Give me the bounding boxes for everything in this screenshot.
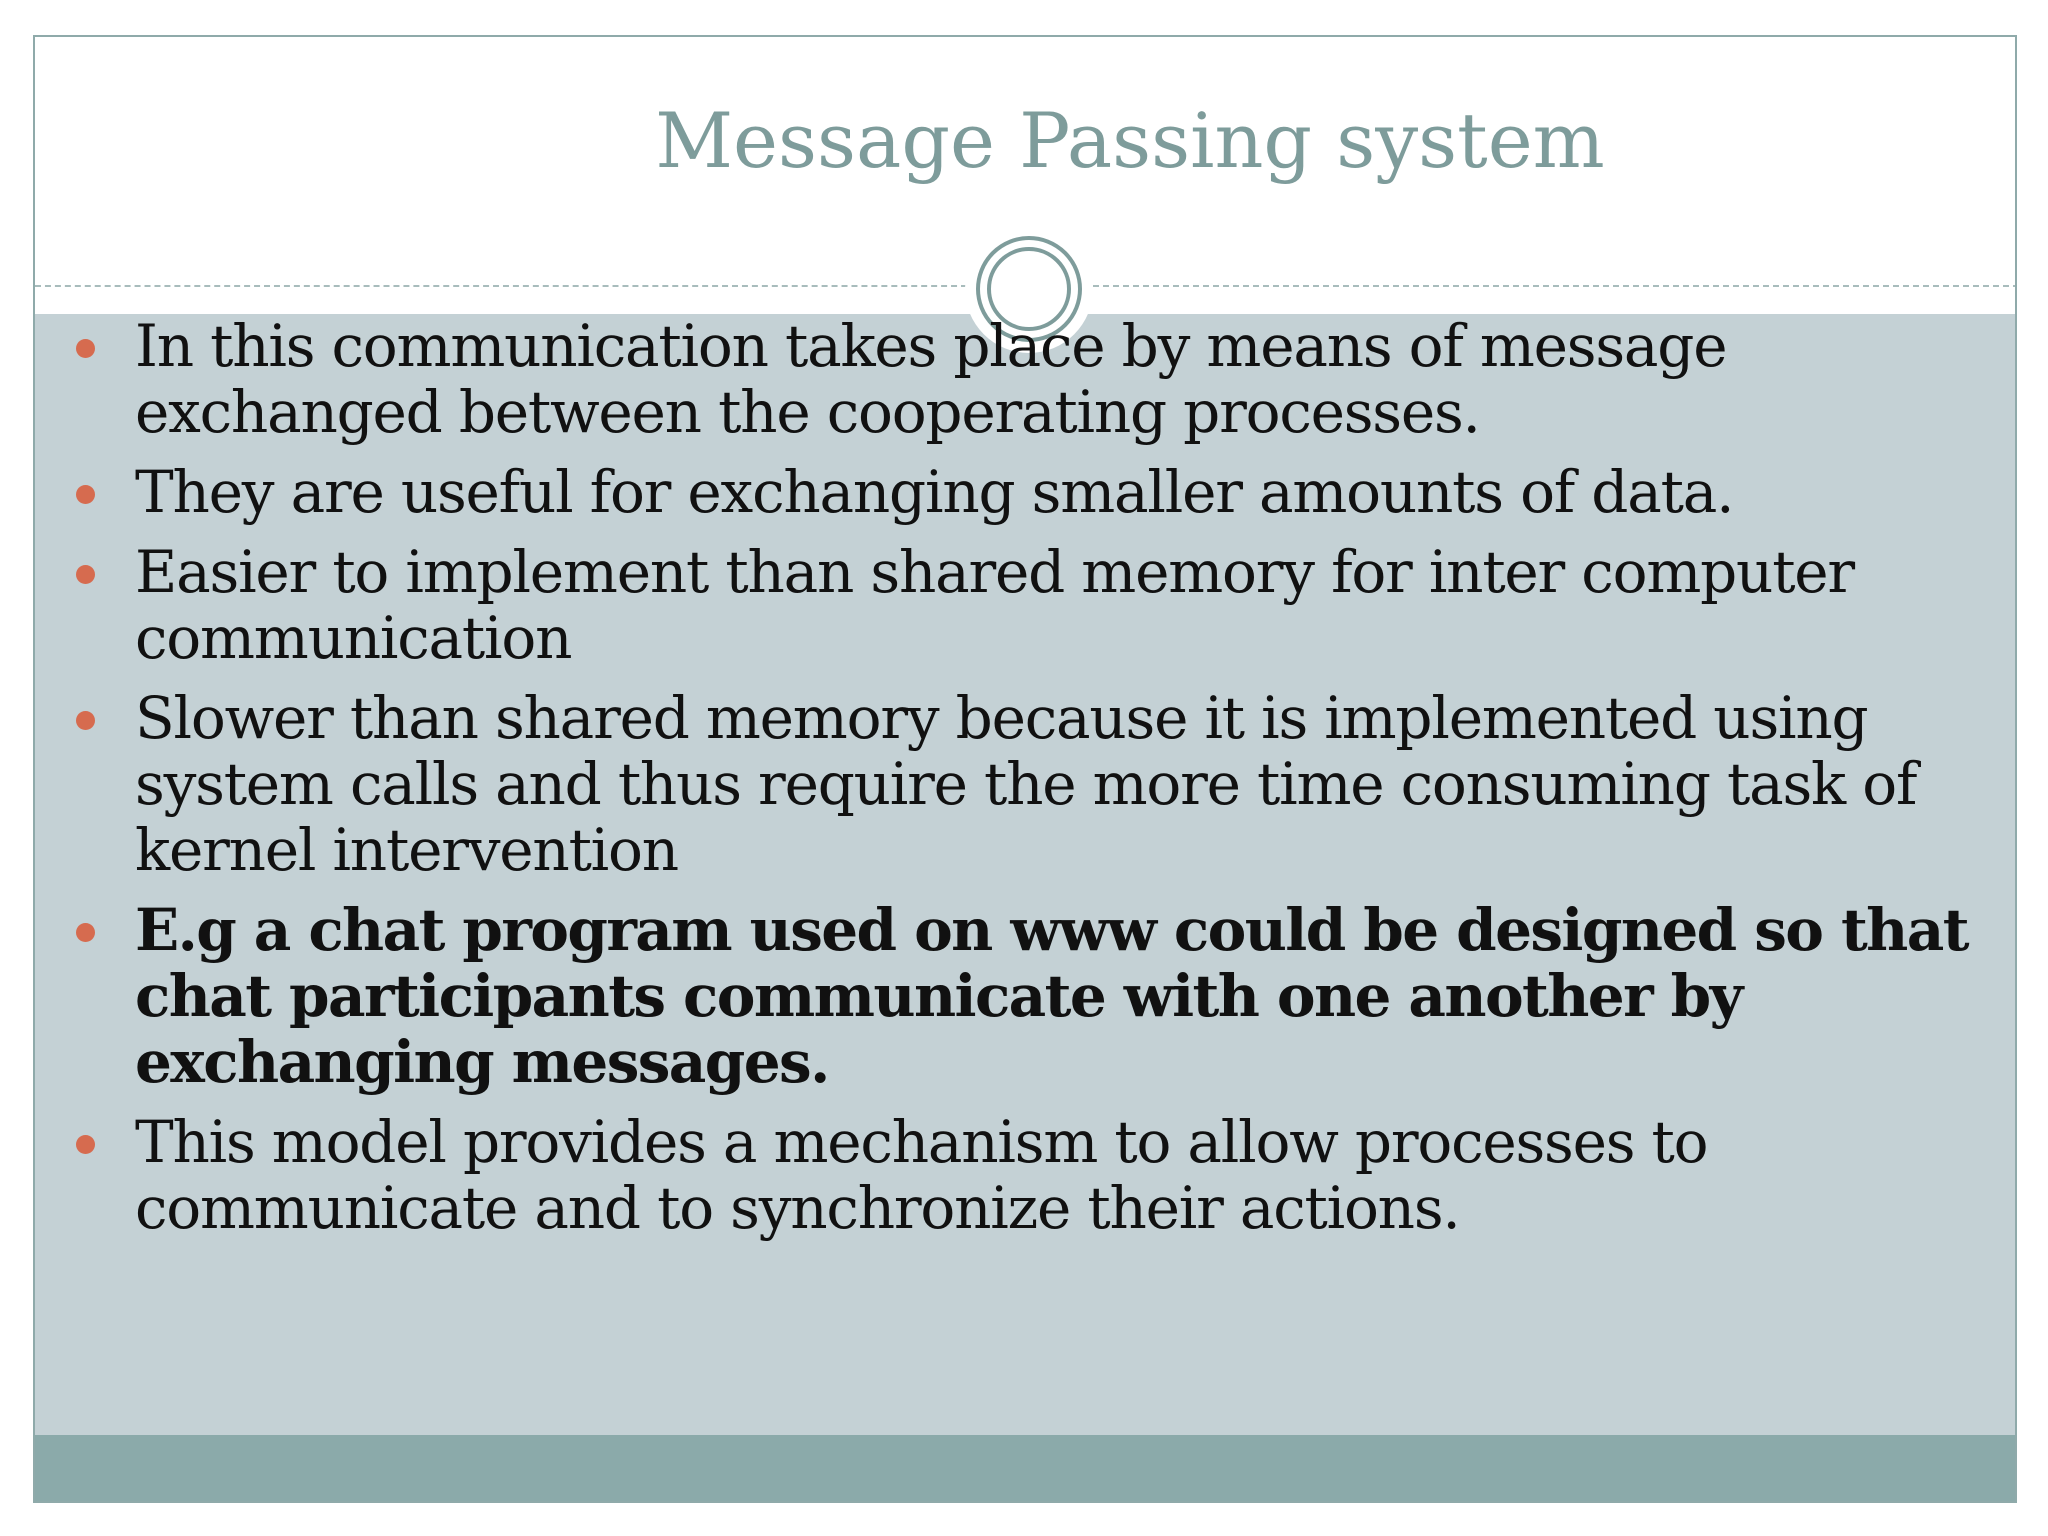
bullet-dot-icon — [76, 339, 95, 358]
bullet-text: Easier to implement than shared memory for inter computer communication — [135, 538, 1854, 672]
bullet-dot-icon — [76, 485, 95, 504]
bullet-dot-icon — [76, 1135, 95, 1154]
bullet-list — [35, 313, 2017, 1255]
bullet-item — [35, 685, 2017, 883]
bullet-dot-icon — [76, 923, 95, 942]
bullet-text: In this communication takes place by means of message exchanged between the cooperating processes. — [135, 312, 1727, 446]
bullet-text: E.g a chat program used on www could be designed so that chat participants communicate with one another by exchanging messages. — [135, 896, 1968, 1096]
bullet-item-emphasized — [35, 897, 2017, 1095]
bullet-text: Slower than shared memory because it is implemented using system calls and thus require the more time consuming task of kernel intervention — [135, 684, 1917, 884]
bullet-text: They are useful for exchanging smaller amounts of data. — [135, 458, 1734, 526]
slide-title: Message Passing system — [655, 96, 1605, 185]
bullet-item — [35, 459, 2017, 525]
title-divider-right — [1093, 285, 2017, 287]
bullet-dot-icon — [76, 711, 95, 730]
bullet-dot-icon — [76, 565, 95, 584]
bullet-item — [35, 313, 2017, 445]
slide — [33, 35, 2017, 1503]
bullet-item — [35, 1109, 2017, 1241]
bullet-item — [35, 539, 2017, 671]
title-divider-left — [35, 285, 967, 287]
footer-band — [35, 1435, 2015, 1501]
bullet-text: This model provides a mechanism to allow processes to communicate and to synchronize their actions. — [135, 1108, 1708, 1242]
